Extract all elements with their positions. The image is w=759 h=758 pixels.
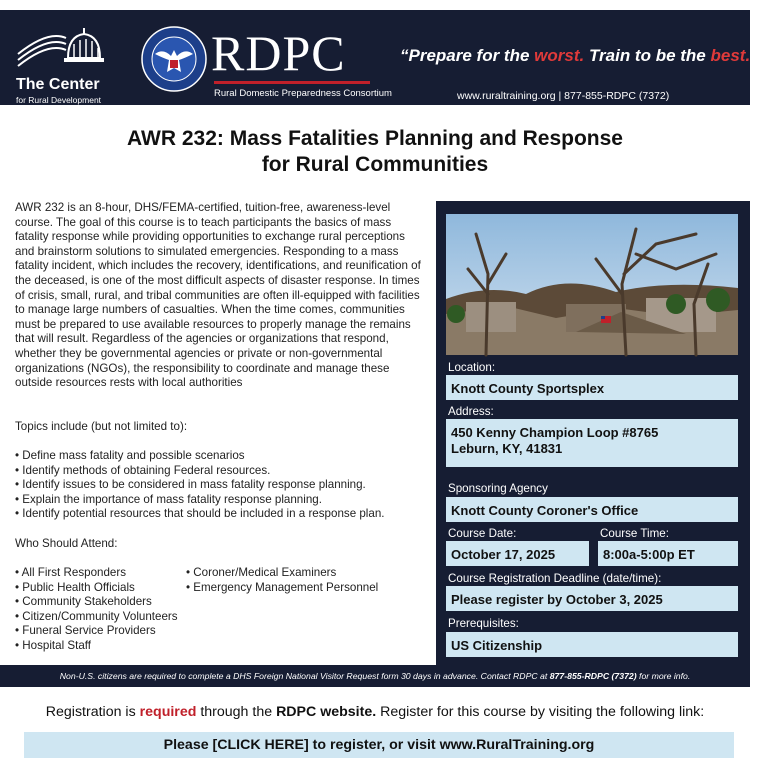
topics-list — [15, 449, 385, 522]
who-heading: Who Should Attend: — [15, 537, 118, 550]
address-label: Address: — [448, 405, 494, 418]
title-line-1: AWR 232: Mass Fatalities Planning and Response — [127, 127, 623, 150]
address-value — [446, 419, 738, 467]
list-item: • All First Responders — [15, 566, 127, 579]
rdpc-subtitle: Rural Domestic Preparedness Consortium — [214, 88, 392, 99]
citizenship-note — [0, 665, 750, 687]
list-item: • Define mass fatality and possible scenarios — [15, 449, 245, 462]
prereq-label: Prerequisites: — [448, 617, 519, 630]
date-value: October 17, 2025 — [446, 541, 589, 566]
attendee-list-right — [186, 566, 378, 595]
rdpc-seal-icon — [141, 26, 207, 92]
agency-label: Sponsoring Agency — [448, 482, 548, 495]
center-subtitle: for Rural Development — [16, 95, 102, 105]
reg-part: Register for this course by visiting the following link: — [376, 704, 705, 720]
reg-part: Registration is — [45, 704, 140, 720]
location-value: Knott County Sportsplex — [446, 375, 738, 400]
address-line-2: Leburn, KY, 41831 — [451, 441, 563, 456]
tagline-worst: worst. — [534, 46, 585, 65]
agency-value: Knott County Coroner's Office — [446, 497, 738, 522]
list-item: • Emergency Management Personnel — [186, 580, 379, 594]
list-item: • Funeral Service Providers — [15, 624, 156, 638]
time-label: Course Time: — [600, 527, 669, 540]
center-name: The Center — [16, 76, 100, 93]
tagline-part: Train to be the — [584, 46, 711, 65]
list-item: • Identify issues to be considered in mass fatality response planning. — [15, 478, 366, 492]
list-item: • Coroner/Medical Examiners — [186, 566, 337, 579]
list-item: • Citizen/Community Volunteers — [15, 609, 178, 623]
reg-part: through the — [196, 704, 277, 720]
tornado-damage-photo — [446, 214, 738, 355]
course-info-panel — [436, 201, 750, 665]
reg-site: RDPC website. — [276, 704, 377, 720]
register-link[interactable]: Please [CLICK HERE] to register, or visit www.RuralTraining.org — [24, 732, 734, 758]
tagline-part: ” — [750, 46, 759, 65]
registration-text — [0, 704, 750, 720]
list-item: • Public Health Officials — [15, 580, 135, 594]
date-label: Course Date: — [448, 527, 517, 540]
rdpc-underline — [214, 81, 370, 84]
deadline-value: Please register by October 3, 2025 — [446, 586, 738, 611]
topics-heading: Topics include (but not limited to): — [15, 420, 188, 433]
list-item: • Community Stakeholders — [15, 595, 152, 609]
rdpc-logo: RDPC — [211, 25, 346, 81]
location-label: Location: — [448, 361, 496, 374]
tagline — [400, 46, 759, 66]
prereq-value: US Citizenship — [446, 632, 738, 657]
note-end: for more info. — [636, 671, 691, 681]
reg-required: required — [139, 704, 197, 720]
list-item: • Hospital Staff — [15, 638, 92, 652]
time-value: 8:00a-5:00p ET — [598, 541, 738, 566]
deadline-label: Course Registration Deadline (date/time): — [448, 572, 662, 585]
list-item: • Identify methods of obtaining Federal resources. — [15, 463, 271, 477]
address-line-1: 450 Kenny Champion Loop #8765 — [451, 425, 659, 440]
note-phone: 877-855-RDPC (7372) — [549, 671, 637, 681]
contact-info[interactable]: www.ruraltraining.org | 877-855-RDPC (7372) — [457, 90, 670, 102]
capitol-dome-icon — [14, 24, 114, 74]
header-banner — [0, 10, 759, 105]
title-line-2: for Rural Communities — [261, 153, 489, 176]
list-item: • Explain the importance of mass fatality response planning. — [15, 492, 322, 506]
attendee-list-left — [15, 566, 178, 654]
tagline-part: “Prepare for the — [400, 46, 535, 65]
course-title — [0, 126, 750, 178]
list-item: • Identify potential resources that should be included in a response plan. — [15, 507, 385, 521]
note-text: Non-U.S. citizens are required to complete a DHS Foreign National Visitor Request form 30 days in advance. Contact RDPC at — [59, 671, 550, 681]
tagline-best: best. — [710, 46, 751, 65]
center-logo — [14, 24, 114, 105]
course-description: AWR 232 is an 8-hour, DHS/FEMA-certified, tuition-free, awareness-level course. The goal of this course is to teach participants the basics of mass fatality response while providing opportunities to exchange rural perceptions and brainstorm solutions to simulated emergencies. Responding to a mass fatality incident, which includes the recovery, identifications, and reunification of the deceased, is one of the most difficult aspects of disaster response. In times of crisis, small, rural, and tribal communities are often ill-equipped with facilities to manage large numbers of casualties. When the time comes, communities must be prepared to use available resources to properly manage the remains that will result. Regardless of the agencies or organizations that respond, whether they be governmental agencies or private or non-governmental organizations (NGOs), the responsibility to coordinate and manage these outside resources rests with local authorities — [15, 201, 421, 390]
